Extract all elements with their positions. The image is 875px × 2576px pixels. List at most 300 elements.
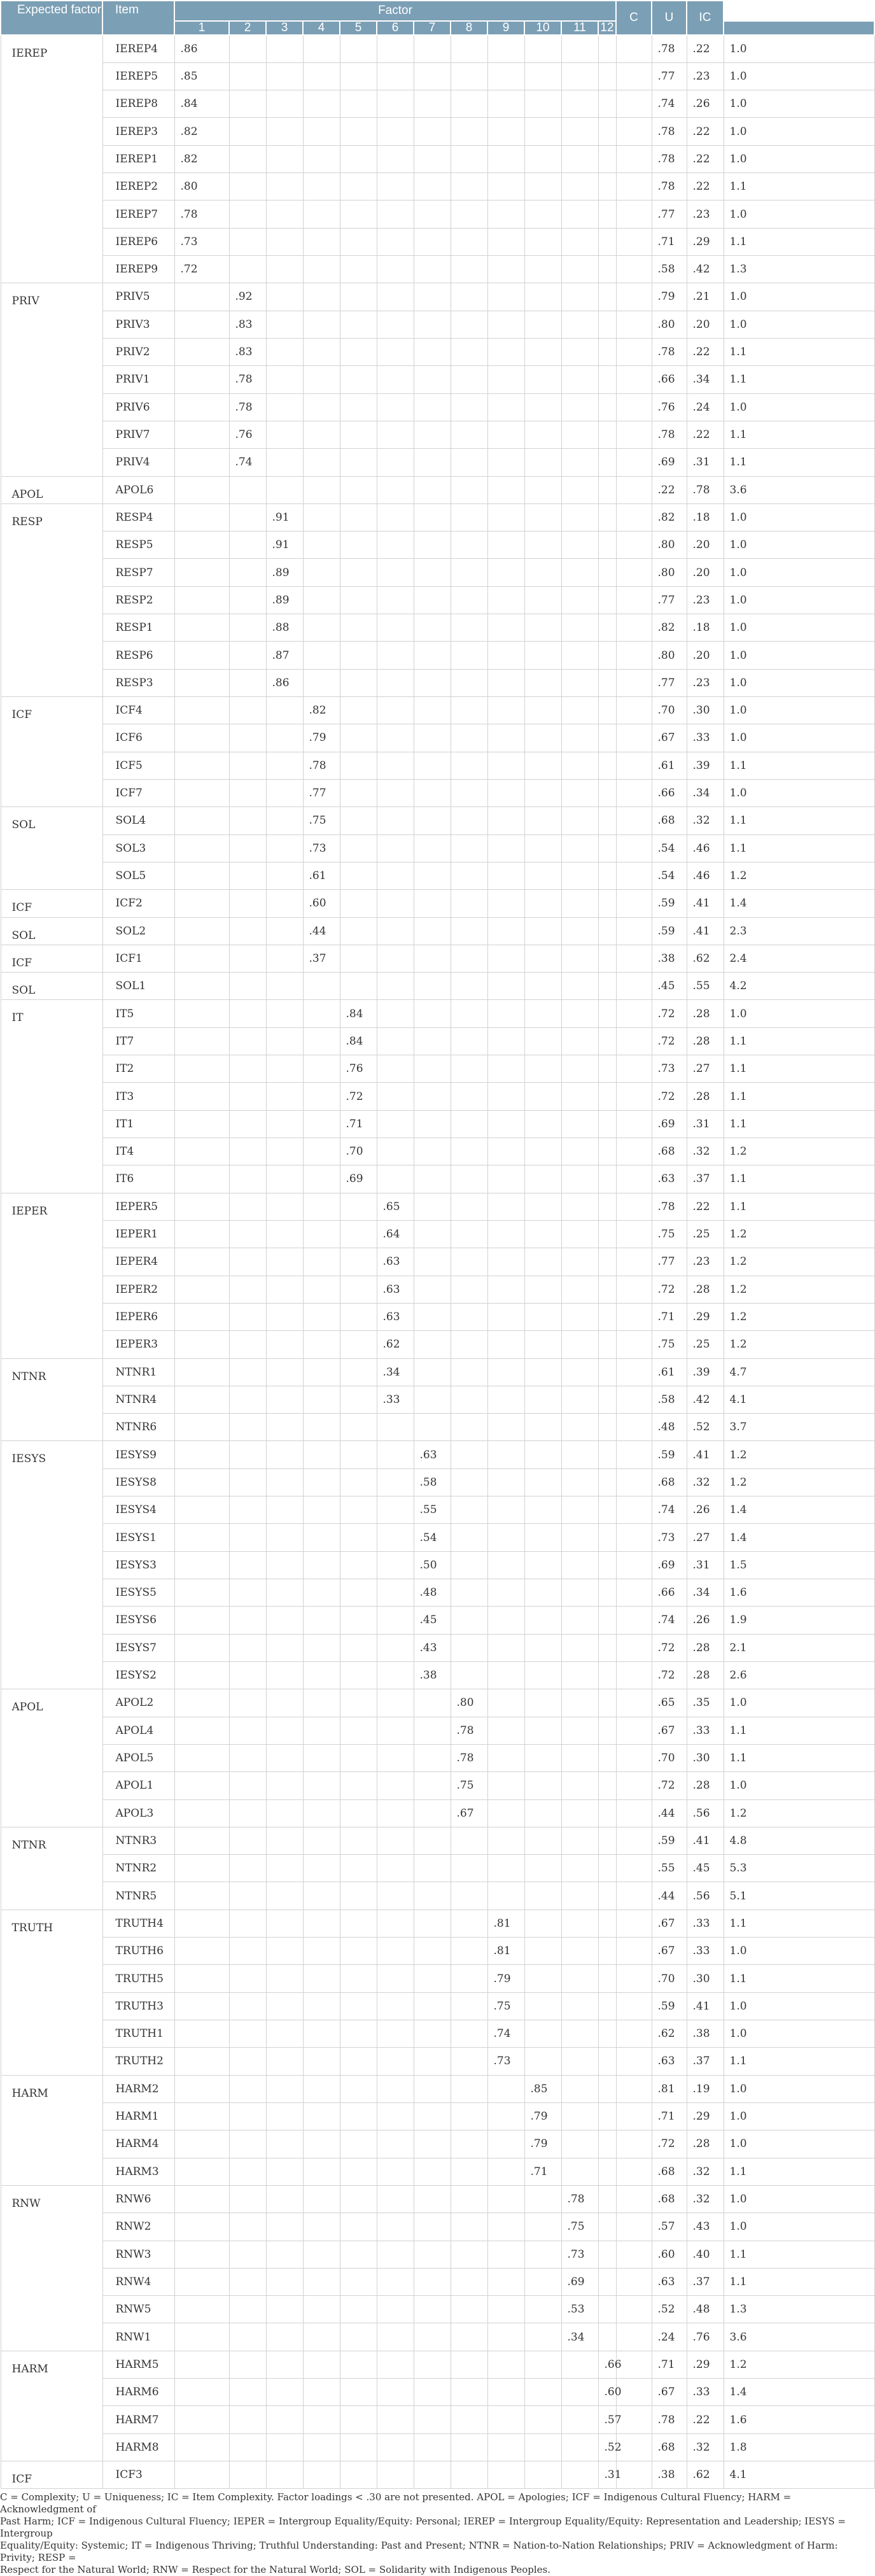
empty-loading-cell bbox=[414, 531, 451, 559]
empty-loading-cell bbox=[524, 1551, 561, 1579]
empty-loading-cell bbox=[451, 1276, 487, 1303]
empty-loading-cell bbox=[561, 145, 598, 172]
empty-loading-cell bbox=[414, 1193, 451, 1220]
empty-loading-cell bbox=[229, 118, 266, 145]
empty-loading-cell bbox=[451, 2185, 487, 2213]
empty-loading-cell bbox=[303, 2268, 340, 2295]
header-factor-number: 12 bbox=[598, 21, 616, 35]
empty-loading-cell bbox=[229, 2075, 266, 2102]
empty-loading-cell bbox=[229, 201, 266, 228]
empty-loading-cell bbox=[616, 1414, 652, 1441]
empty-loading-cell bbox=[451, 393, 487, 421]
empty-loading-cell bbox=[451, 421, 487, 448]
empty-loading-cell bbox=[616, 1661, 652, 1689]
ic-cell: 1.0 bbox=[724, 697, 874, 724]
empty-loading-cell bbox=[174, 1441, 229, 1468]
header-factor-number: 9 bbox=[487, 21, 524, 35]
empty-loading-cell bbox=[340, 2268, 377, 2295]
empty-loading-cell bbox=[303, 2020, 340, 2048]
empty-loading-cell bbox=[174, 2351, 229, 2378]
empty-loading-cell bbox=[340, 2323, 377, 2351]
empty-loading-cell bbox=[487, 173, 524, 201]
empty-loading-cell bbox=[598, 1276, 616, 1303]
item-cell: IEREP7 bbox=[102, 201, 174, 228]
empty-loading-cell bbox=[487, 1441, 524, 1468]
table-row bbox=[1, 62, 874, 90]
loading-cell: .83 bbox=[229, 338, 266, 365]
empty-loading-cell bbox=[451, 201, 487, 228]
empty-loading-cell bbox=[266, 1992, 303, 2020]
empty-loading-cell bbox=[616, 35, 652, 62]
expected-factor-cell: RESP bbox=[1, 503, 102, 696]
empty-loading-cell bbox=[414, 1083, 451, 1110]
empty-loading-cell bbox=[598, 393, 616, 421]
header-factor-number: 6 bbox=[377, 21, 414, 35]
ic-cell: 1.6 bbox=[724, 2406, 874, 2433]
empty-loading-cell bbox=[524, 1165, 561, 1193]
empty-loading-cell bbox=[266, 724, 303, 752]
empty-loading-cell bbox=[616, 1165, 652, 1193]
empty-loading-cell bbox=[451, 917, 487, 945]
table-row bbox=[1, 2461, 874, 2489]
empty-loading-cell bbox=[598, 724, 616, 752]
c-cell: .66 bbox=[652, 366, 687, 393]
u-cell: .22 bbox=[687, 338, 724, 365]
empty-loading-cell bbox=[174, 1000, 229, 1027]
empty-loading-cell bbox=[229, 1358, 266, 1386]
empty-loading-cell bbox=[451, 2158, 487, 2185]
empty-loading-cell bbox=[266, 1910, 303, 1937]
table-row bbox=[1, 173, 874, 201]
u-cell: .28 bbox=[687, 1083, 724, 1110]
empty-loading-cell bbox=[340, 890, 377, 917]
empty-loading-cell bbox=[616, 228, 652, 255]
empty-loading-cell bbox=[524, 35, 561, 62]
c-cell: .57 bbox=[652, 2213, 687, 2241]
table-row bbox=[1, 1717, 874, 1744]
u-cell: .26 bbox=[687, 90, 724, 118]
empty-loading-cell bbox=[174, 1083, 229, 1110]
empty-loading-cell bbox=[598, 1855, 616, 1882]
empty-loading-cell bbox=[174, 2020, 229, 2048]
empty-loading-cell bbox=[616, 1138, 652, 1165]
ic-cell: 1.0 bbox=[724, 2213, 874, 2241]
item-cell: SOL4 bbox=[102, 807, 174, 834]
item-cell: IESYS5 bbox=[102, 1579, 174, 1607]
empty-loading-cell bbox=[377, 1661, 414, 1689]
empty-loading-cell bbox=[598, 890, 616, 917]
empty-loading-cell bbox=[451, 2296, 487, 2323]
empty-loading-cell bbox=[616, 393, 652, 421]
empty-loading-cell bbox=[340, 1551, 377, 1579]
c-cell: .67 bbox=[652, 1910, 687, 1937]
empty-loading-cell bbox=[598, 118, 616, 145]
empty-loading-cell bbox=[229, 1772, 266, 1799]
empty-loading-cell bbox=[340, 973, 377, 1000]
empty-loading-cell bbox=[561, 1193, 598, 1220]
empty-loading-cell bbox=[487, 503, 524, 531]
table-row bbox=[1, 228, 874, 255]
expected-factor-cell: ICF bbox=[1, 697, 102, 807]
empty-loading-cell bbox=[174, 2158, 229, 2185]
header-factor-number: 8 bbox=[451, 21, 487, 35]
empty-loading-cell bbox=[174, 1386, 229, 1413]
c-cell: .79 bbox=[652, 283, 687, 311]
empty-loading-cell bbox=[524, 973, 561, 1000]
empty-loading-cell bbox=[561, 421, 598, 448]
empty-loading-cell bbox=[340, 614, 377, 642]
empty-loading-cell bbox=[303, 1441, 340, 1468]
empty-loading-cell bbox=[414, 1331, 451, 1358]
empty-loading-cell bbox=[229, 2433, 266, 2461]
ic-cell: 4.7 bbox=[724, 1358, 874, 1386]
item-cell: NTNR6 bbox=[102, 1414, 174, 1441]
table-row bbox=[1, 1027, 874, 1055]
loading-cell: .84 bbox=[340, 1027, 377, 1055]
ic-cell: 5.3 bbox=[724, 1855, 874, 1882]
c-cell: .72 bbox=[652, 1276, 687, 1303]
empty-loading-cell bbox=[524, 1882, 561, 1910]
ic-cell: 1.0 bbox=[724, 531, 874, 559]
empty-loading-cell bbox=[414, 2020, 451, 2048]
table-row bbox=[1, 724, 874, 752]
empty-loading-cell bbox=[598, 1468, 616, 1496]
footnote-line: Respect for the Natural World; RNW = Respect for the Natural World; SOL = Solidarity with Indigenous Peoples. bbox=[0, 2564, 551, 2575]
empty-loading-cell bbox=[414, 1799, 451, 1827]
empty-loading-cell bbox=[487, 421, 524, 448]
empty-loading-cell bbox=[340, 697, 377, 724]
empty-loading-cell bbox=[414, 890, 451, 917]
empty-loading-cell bbox=[524, 2020, 561, 2048]
empty-loading-cell bbox=[451, 2020, 487, 2048]
empty-loading-cell bbox=[598, 1110, 616, 1137]
empty-loading-cell bbox=[377, 338, 414, 365]
empty-loading-cell bbox=[451, 1138, 487, 1165]
empty-loading-cell bbox=[616, 586, 652, 614]
item-cell: NTNR4 bbox=[102, 1386, 174, 1413]
empty-loading-cell bbox=[303, 1607, 340, 1634]
item-cell: IT2 bbox=[102, 1055, 174, 1083]
empty-loading-cell bbox=[616, 421, 652, 448]
empty-loading-cell bbox=[377, 1414, 414, 1441]
item-cell: NTNR2 bbox=[102, 1855, 174, 1882]
empty-loading-cell bbox=[303, 1689, 340, 1717]
empty-loading-cell bbox=[229, 35, 266, 62]
empty-loading-cell bbox=[451, 90, 487, 118]
ic-cell: 1.0 bbox=[724, 1772, 874, 1799]
empty-loading-cell bbox=[616, 2048, 652, 2075]
empty-loading-cell bbox=[229, 890, 266, 917]
empty-loading-cell bbox=[487, 697, 524, 724]
item-cell: IESYS2 bbox=[102, 1661, 174, 1689]
empty-loading-cell bbox=[561, 917, 598, 945]
c-cell: .72 bbox=[652, 2130, 687, 2158]
c-cell: .78 bbox=[652, 421, 687, 448]
item-cell: IESYS9 bbox=[102, 1441, 174, 1468]
empty-loading-cell bbox=[451, 1441, 487, 1468]
empty-loading-cell bbox=[616, 1055, 652, 1083]
empty-loading-cell bbox=[340, 2185, 377, 2213]
c-cell: .68 bbox=[652, 1468, 687, 1496]
empty-loading-cell bbox=[414, 669, 451, 696]
u-cell: .41 bbox=[687, 1441, 724, 1468]
empty-loading-cell bbox=[561, 311, 598, 338]
loading-cell: .72 bbox=[174, 256, 229, 283]
empty-loading-cell bbox=[266, 2323, 303, 2351]
table-row bbox=[1, 1414, 874, 1441]
empty-loading-cell bbox=[303, 2433, 340, 2461]
expected-factor-cell: RNW bbox=[1, 2185, 102, 2351]
empty-loading-cell bbox=[414, 2102, 451, 2130]
empty-loading-cell bbox=[487, 669, 524, 696]
table-row bbox=[1, 2323, 874, 2351]
empty-loading-cell bbox=[377, 228, 414, 255]
u-cell: .42 bbox=[687, 256, 724, 283]
empty-loading-cell bbox=[340, 449, 377, 476]
loading-cell: .82 bbox=[174, 145, 229, 172]
table-row bbox=[1, 697, 874, 724]
empty-loading-cell bbox=[451, 1165, 487, 1193]
u-cell: .56 bbox=[687, 1799, 724, 1827]
empty-loading-cell bbox=[266, 256, 303, 283]
empty-loading-cell bbox=[561, 862, 598, 889]
empty-loading-cell bbox=[487, 1331, 524, 1358]
c-cell: .61 bbox=[652, 752, 687, 779]
empty-loading-cell bbox=[229, 2158, 266, 2185]
empty-loading-cell bbox=[266, 2241, 303, 2268]
item-cell: RESP1 bbox=[102, 614, 174, 642]
empty-loading-cell bbox=[174, 1661, 229, 1689]
empty-loading-cell bbox=[451, 366, 487, 393]
item-cell: IEPER1 bbox=[102, 1220, 174, 1248]
empty-loading-cell bbox=[616, 2296, 652, 2323]
loading-cell: .48 bbox=[414, 1579, 451, 1607]
expected-factor-cell: ICF bbox=[1, 2461, 102, 2489]
u-cell: .33 bbox=[687, 724, 724, 752]
item-cell: IEREP8 bbox=[102, 90, 174, 118]
loading-cell: .82 bbox=[174, 118, 229, 145]
c-cell: .45 bbox=[652, 973, 687, 1000]
empty-loading-cell bbox=[487, 1000, 524, 1027]
empty-loading-cell bbox=[561, 201, 598, 228]
empty-loading-cell bbox=[616, 338, 652, 365]
empty-loading-cell bbox=[616, 145, 652, 172]
u-cell: .28 bbox=[687, 1772, 724, 1799]
empty-loading-cell bbox=[524, 1772, 561, 1799]
empty-loading-cell bbox=[174, 1689, 229, 1717]
empty-loading-cell bbox=[340, 35, 377, 62]
empty-loading-cell bbox=[451, 1661, 487, 1689]
empty-loading-cell bbox=[487, 807, 524, 834]
empty-loading-cell bbox=[598, 256, 616, 283]
c-cell: .58 bbox=[652, 1386, 687, 1413]
empty-loading-cell bbox=[303, 1579, 340, 1607]
empty-loading-cell bbox=[340, 2296, 377, 2323]
empty-loading-cell bbox=[303, 2185, 340, 2213]
empty-loading-cell bbox=[451, 697, 487, 724]
empty-loading-cell bbox=[451, 283, 487, 311]
empty-loading-cell bbox=[414, 1248, 451, 1276]
empty-loading-cell bbox=[174, 697, 229, 724]
empty-loading-cell bbox=[229, 256, 266, 283]
empty-loading-cell bbox=[340, 1882, 377, 1910]
empty-loading-cell bbox=[266, 1882, 303, 1910]
empty-loading-cell bbox=[303, 1220, 340, 1248]
empty-loading-cell bbox=[616, 1441, 652, 1468]
empty-loading-cell bbox=[414, 256, 451, 283]
empty-loading-cell bbox=[598, 1772, 616, 1799]
empty-loading-cell bbox=[229, 697, 266, 724]
loading-cell: .52 bbox=[598, 2433, 616, 2461]
c-cell: .80 bbox=[652, 642, 687, 669]
u-cell: .23 bbox=[687, 1248, 724, 1276]
empty-loading-cell bbox=[616, 1634, 652, 1661]
empty-loading-cell bbox=[229, 2020, 266, 2048]
empty-loading-cell bbox=[561, 1303, 598, 1330]
empty-loading-cell bbox=[561, 1634, 598, 1661]
table-row bbox=[1, 2075, 874, 2102]
empty-loading-cell bbox=[266, 1799, 303, 1827]
table-row bbox=[1, 1276, 874, 1303]
empty-loading-cell bbox=[561, 2020, 598, 2048]
empty-loading-cell bbox=[174, 1414, 229, 1441]
empty-loading-cell bbox=[174, 1910, 229, 1937]
empty-loading-cell bbox=[174, 2213, 229, 2241]
ic-cell: 3.7 bbox=[724, 1414, 874, 1441]
empty-loading-cell bbox=[229, 145, 266, 172]
c-cell: .68 bbox=[652, 2433, 687, 2461]
empty-loading-cell bbox=[524, 311, 561, 338]
loading-cell: .86 bbox=[266, 669, 303, 696]
empty-loading-cell bbox=[598, 1220, 616, 1248]
table-row bbox=[1, 2433, 874, 2461]
u-cell: .33 bbox=[687, 1910, 724, 1937]
table-row bbox=[1, 421, 874, 448]
loading-cell: .60 bbox=[598, 2379, 616, 2406]
ic-cell: 1.1 bbox=[724, 1083, 874, 1110]
empty-loading-cell bbox=[377, 973, 414, 1000]
table-row bbox=[1, 393, 874, 421]
empty-loading-cell bbox=[266, 338, 303, 365]
empty-loading-cell bbox=[229, 173, 266, 201]
empty-loading-cell bbox=[174, 1992, 229, 2020]
empty-loading-cell bbox=[377, 35, 414, 62]
u-cell: .31 bbox=[687, 449, 724, 476]
ic-cell: 1.1 bbox=[724, 228, 874, 255]
loading-cell: .43 bbox=[414, 1634, 451, 1661]
empty-loading-cell bbox=[487, 2241, 524, 2268]
empty-loading-cell bbox=[451, 945, 487, 972]
empty-loading-cell bbox=[340, 1441, 377, 1468]
loading-cell: .91 bbox=[266, 503, 303, 531]
empty-loading-cell bbox=[266, 1138, 303, 1165]
empty-loading-cell bbox=[229, 1799, 266, 1827]
empty-loading-cell bbox=[414, 393, 451, 421]
empty-loading-cell bbox=[451, 2433, 487, 2461]
empty-loading-cell bbox=[524, 917, 561, 945]
empty-loading-cell bbox=[451, 642, 487, 669]
empty-loading-cell bbox=[616, 1607, 652, 1634]
empty-loading-cell bbox=[377, 2130, 414, 2158]
empty-loading-cell bbox=[414, 1855, 451, 1882]
u-cell: .26 bbox=[687, 1607, 724, 1634]
item-cell: IESYS6 bbox=[102, 1607, 174, 1634]
empty-loading-cell bbox=[266, 1468, 303, 1496]
ic-cell: 1.3 bbox=[724, 256, 874, 283]
empty-loading-cell bbox=[266, 311, 303, 338]
empty-loading-cell bbox=[340, 1496, 377, 1524]
empty-loading-cell bbox=[487, 2268, 524, 2295]
empty-loading-cell bbox=[598, 1083, 616, 1110]
empty-loading-cell bbox=[377, 2351, 414, 2378]
empty-loading-cell bbox=[229, 531, 266, 559]
empty-loading-cell bbox=[451, 724, 487, 752]
loading-cell: .81 bbox=[487, 1938, 524, 1965]
loading-cell: .67 bbox=[451, 1799, 487, 1827]
empty-loading-cell bbox=[487, 1661, 524, 1689]
table-row bbox=[1, 1248, 874, 1276]
empty-loading-cell bbox=[229, 1855, 266, 1882]
empty-loading-cell bbox=[487, 2185, 524, 2213]
loading-cell: .66 bbox=[598, 2351, 616, 2378]
loading-cell: .53 bbox=[561, 2296, 598, 2323]
empty-loading-cell bbox=[561, 1855, 598, 1882]
empty-loading-cell bbox=[174, 338, 229, 365]
empty-loading-cell bbox=[487, 1386, 524, 1413]
empty-loading-cell bbox=[266, 1110, 303, 1137]
empty-loading-cell bbox=[340, 118, 377, 145]
c-cell: .73 bbox=[652, 1055, 687, 1083]
header-spacer bbox=[724, 21, 874, 35]
empty-loading-cell bbox=[340, 1827, 377, 1854]
table-row bbox=[1, 2379, 874, 2406]
empty-loading-cell bbox=[174, 779, 229, 806]
empty-loading-cell bbox=[174, 2241, 229, 2268]
empty-loading-cell bbox=[598, 531, 616, 559]
c-cell: .72 bbox=[652, 1000, 687, 1027]
table-row bbox=[1, 779, 874, 806]
empty-loading-cell bbox=[174, 1358, 229, 1386]
header-factor-number: 3 bbox=[266, 21, 303, 35]
empty-loading-cell bbox=[598, 1524, 616, 1551]
empty-loading-cell bbox=[229, 1220, 266, 1248]
u-cell: .28 bbox=[687, 1027, 724, 1055]
loading-cell: .85 bbox=[524, 2075, 561, 2102]
empty-loading-cell bbox=[561, 1000, 598, 1027]
empty-loading-cell bbox=[616, 1910, 652, 1937]
c-cell: .72 bbox=[652, 1772, 687, 1799]
empty-loading-cell bbox=[266, 2102, 303, 2130]
empty-loading-cell bbox=[174, 1496, 229, 1524]
empty-loading-cell bbox=[487, 2461, 524, 2489]
empty-loading-cell bbox=[340, 90, 377, 118]
empty-loading-cell bbox=[487, 779, 524, 806]
empty-loading-cell bbox=[451, 1000, 487, 1027]
empty-loading-cell bbox=[524, 1193, 561, 1220]
u-cell: .40 bbox=[687, 2241, 724, 2268]
empty-loading-cell bbox=[414, 1744, 451, 1771]
table-row bbox=[1, 1607, 874, 1634]
header-factor-number: 2 bbox=[229, 21, 266, 35]
u-cell: .33 bbox=[687, 1938, 724, 1965]
ic-cell: 1.1 bbox=[724, 2268, 874, 2295]
item-cell: HARM4 bbox=[102, 2130, 174, 2158]
table-row bbox=[1, 2406, 874, 2433]
loading-cell: .73 bbox=[561, 2241, 598, 2268]
empty-loading-cell bbox=[229, 2185, 266, 2213]
empty-loading-cell bbox=[414, 503, 451, 531]
empty-loading-cell bbox=[616, 973, 652, 1000]
